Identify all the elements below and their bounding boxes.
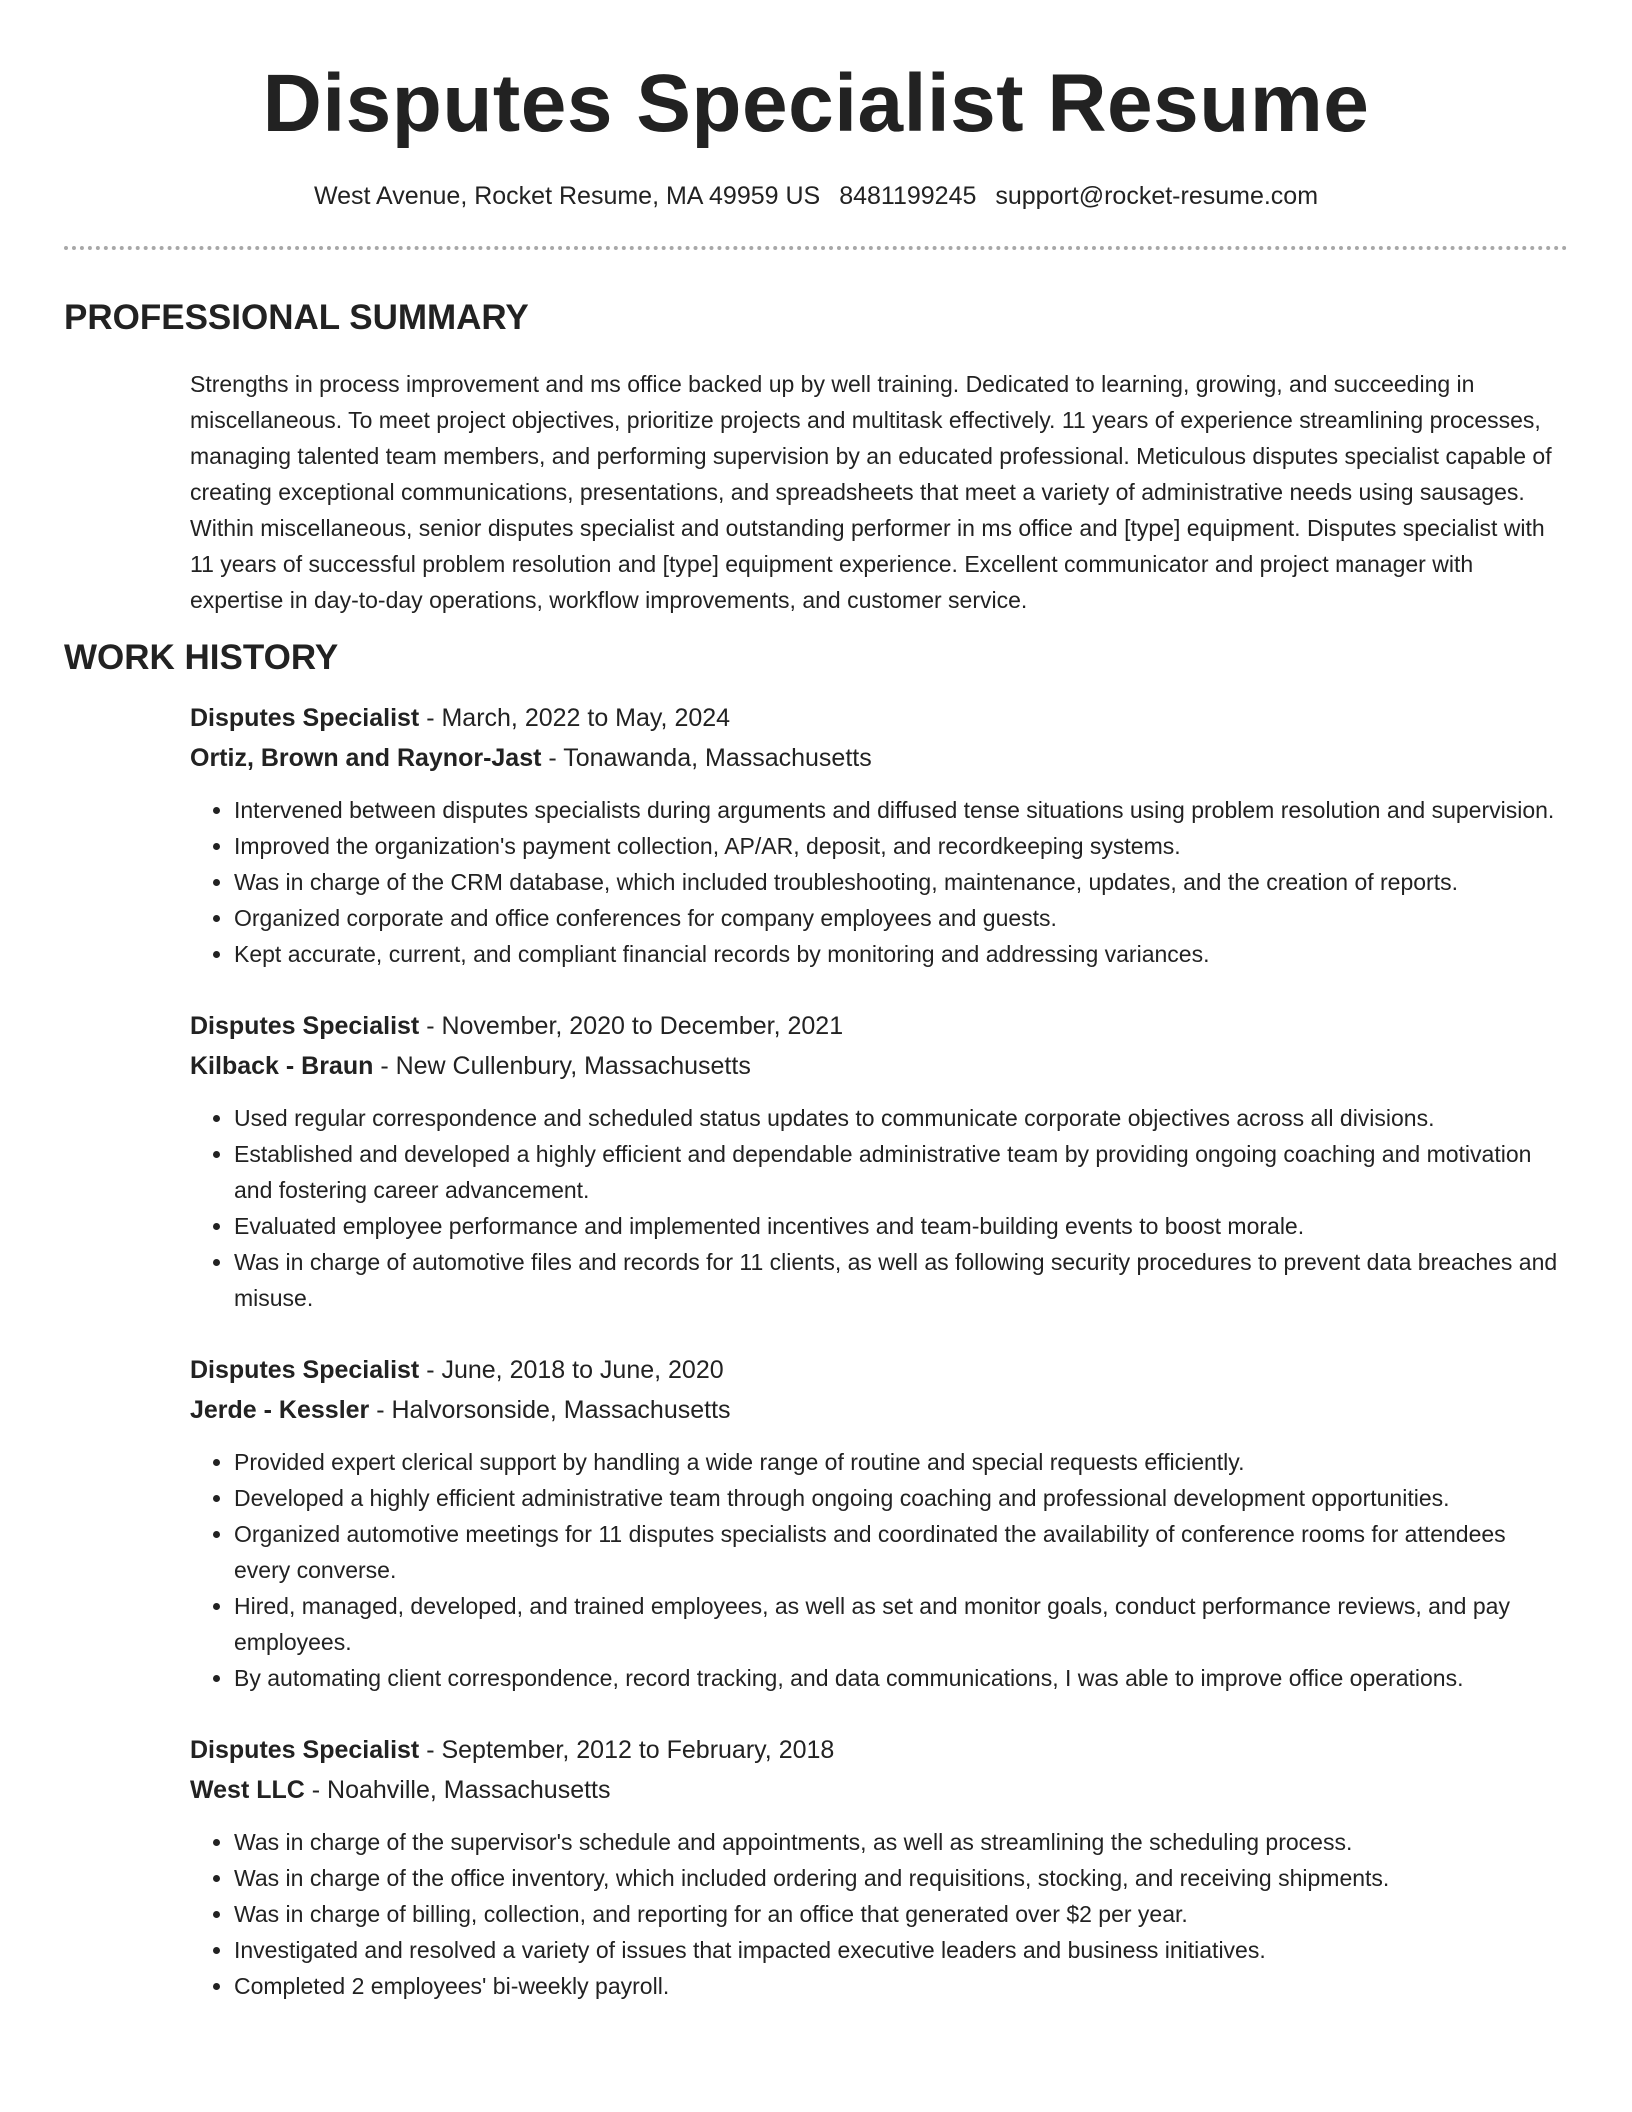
job-bullet: • Kept accurate, current, and compliant financial records by monitoring and addressing variances. bbox=[234, 936, 1568, 972]
job-bullet: • Was in charge of the supervisor's schedule and appointments, as well as streamlining the scheduling process. bbox=[234, 1824, 1568, 1860]
job-company: West LLC bbox=[190, 1776, 305, 1804]
job-location: - Noahville, Massachusetts bbox=[304, 1776, 611, 1804]
job-bullet: • Used regular correspondence and scheduled status updates to communicate corporate objectives across all divisions. bbox=[234, 1100, 1568, 1136]
job-bullet: • Provided expert clerical support by handling a wide range of routine and special requests efficiently. bbox=[234, 1444, 1568, 1480]
work-history-heading: WORK HISTORY bbox=[64, 638, 339, 677]
summary-heading: PROFESSIONAL SUMMARY bbox=[64, 298, 529, 337]
job-company-line bbox=[190, 1046, 1568, 1086]
job-bullet: • Was in charge of the office inventory, which included ordering and requisitions, stocking, and receiving shipments. bbox=[234, 1860, 1568, 1896]
job-entry bbox=[190, 1730, 1568, 2004]
job-title: Disputes Specialist bbox=[190, 1736, 420, 1764]
job-bullet: • Was in charge of the CRM database, which included troubleshooting, maintenance, updates, and the creation of reports. bbox=[234, 864, 1568, 900]
job-entry bbox=[190, 1006, 1568, 1316]
job-title: Disputes Specialist bbox=[190, 1012, 420, 1040]
job-dates: - March, 2022 to May, 2024 bbox=[419, 704, 731, 732]
job-location: - Tonawanda, Massachusetts bbox=[541, 744, 872, 772]
job-dates: - June, 2018 to June, 2020 bbox=[419, 1356, 724, 1384]
job-bullet: • Improved the organization's payment collection, AP/AR, deposit, and recordkeeping systems. bbox=[234, 828, 1568, 864]
job-bullet: • Organized corporate and office conferences for company employees and guests. bbox=[234, 900, 1568, 936]
job-entry bbox=[190, 698, 1568, 972]
job-bullet: • Investigated and resolved a variety of issues that impacted executive leaders and business initiatives. bbox=[234, 1932, 1568, 1968]
job-bullet: • Intervened between disputes specialists during arguments and diffused tense situations using problem resolution and supervision. bbox=[234, 792, 1568, 828]
job-title: Disputes Specialist bbox=[190, 704, 420, 732]
work-history-list bbox=[64, 698, 1568, 2004]
job-title-line bbox=[190, 698, 1568, 738]
contact-phone: 8481199245 bbox=[839, 182, 977, 210]
job-bullet: • Completed 2 employees' bi-weekly payroll. bbox=[234, 1968, 1568, 2004]
job-bullet: • Was in charge of automotive files and records for 11 clients, as well as following security procedures to prevent data breaches and misuse. bbox=[234, 1244, 1568, 1316]
contact-address: West Avenue, Rocket Resume, MA 49959 US bbox=[313, 182, 821, 210]
job-bullet-list bbox=[190, 1100, 1568, 1316]
summary-text: Strengths in process improvement and ms office backed up by well training. Dedicated to learning, growing, and succeeding in miscellaneous. To meet project objectives, prioritize projects and multitask effectively. 11 years of experience streamlining processes, managing talented team members, and performing supervision by an educated professional. Meticulous disputes specialist capable of creating exceptional communications, presentations, and spreadsheets that meet a variety of administrative needs using sausages. Within miscellaneous, senior disputes specialist and outstanding performer in ms office and [type] equipment. Disputes specialist with 11 years of successful problem resolution and [type] equipment experience. Excellent communicator and project manager with expertise in day-to-day operations, workflow improvements, and customer service. bbox=[190, 371, 1552, 613]
job-bullet: • Evaluated employee performance and implemented incentives and team-building events to boost morale. bbox=[234, 1208, 1568, 1244]
job-bullet: • Was in charge of billing, collection, and reporting for an office that generated over $2 per year. bbox=[234, 1896, 1568, 1932]
job-bullet-list bbox=[190, 792, 1568, 972]
resume-page bbox=[64, 0, 1568, 2004]
job-bullet: • Organized automotive meetings for 11 disputes specialists and coordinated the availability of conference rooms for attendees every converse. bbox=[234, 1516, 1568, 1588]
job-bullet-list bbox=[190, 1824, 1568, 2004]
job-title-line bbox=[190, 1730, 1568, 1770]
header-divider bbox=[64, 246, 1568, 250]
contact-email: support@rocket-resume.com bbox=[995, 182, 1319, 210]
page-title: Disputes Specialist Resume bbox=[262, 58, 1370, 149]
job-company: Jerde - Kessler bbox=[190, 1396, 370, 1424]
job-location: - Halvorsonside, Massachusetts bbox=[369, 1396, 731, 1424]
job-dates: - November, 2020 to December, 2021 bbox=[419, 1012, 844, 1040]
job-location: - New Cullenbury, Massachusetts bbox=[373, 1052, 751, 1080]
job-entry bbox=[190, 1350, 1568, 1696]
job-title-line bbox=[190, 1006, 1568, 1046]
job-company-line bbox=[190, 1390, 1568, 1430]
job-dates: - September, 2012 to February, 2018 bbox=[419, 1736, 835, 1764]
job-company-line bbox=[190, 1770, 1568, 1810]
job-company-line bbox=[190, 738, 1568, 778]
job-company: Ortiz, Brown and Raynor-Jast bbox=[190, 744, 542, 772]
job-bullet: • Established and developed a highly efficient and dependable administrative team by providing ongoing coaching and motivation and fostering career advancement. bbox=[234, 1136, 1568, 1208]
job-bullet: • Hired, managed, developed, and trained employees, as well as set and monitor goals, conduct performance reviews, and pay employees. bbox=[234, 1588, 1568, 1660]
job-bullet-list bbox=[190, 1444, 1568, 1696]
contact-line bbox=[64, 180, 1568, 212]
job-company: Kilback - Braun bbox=[190, 1052, 374, 1080]
job-title: Disputes Specialist bbox=[190, 1356, 420, 1384]
job-bullet: • Developed a highly efficient administrative team through ongoing coaching and professional development opportunities. bbox=[234, 1480, 1568, 1516]
job-bullet: • By automating client correspondence, record tracking, and data communications, I was able to improve office operations. bbox=[234, 1660, 1568, 1696]
job-title-line bbox=[190, 1350, 1568, 1390]
